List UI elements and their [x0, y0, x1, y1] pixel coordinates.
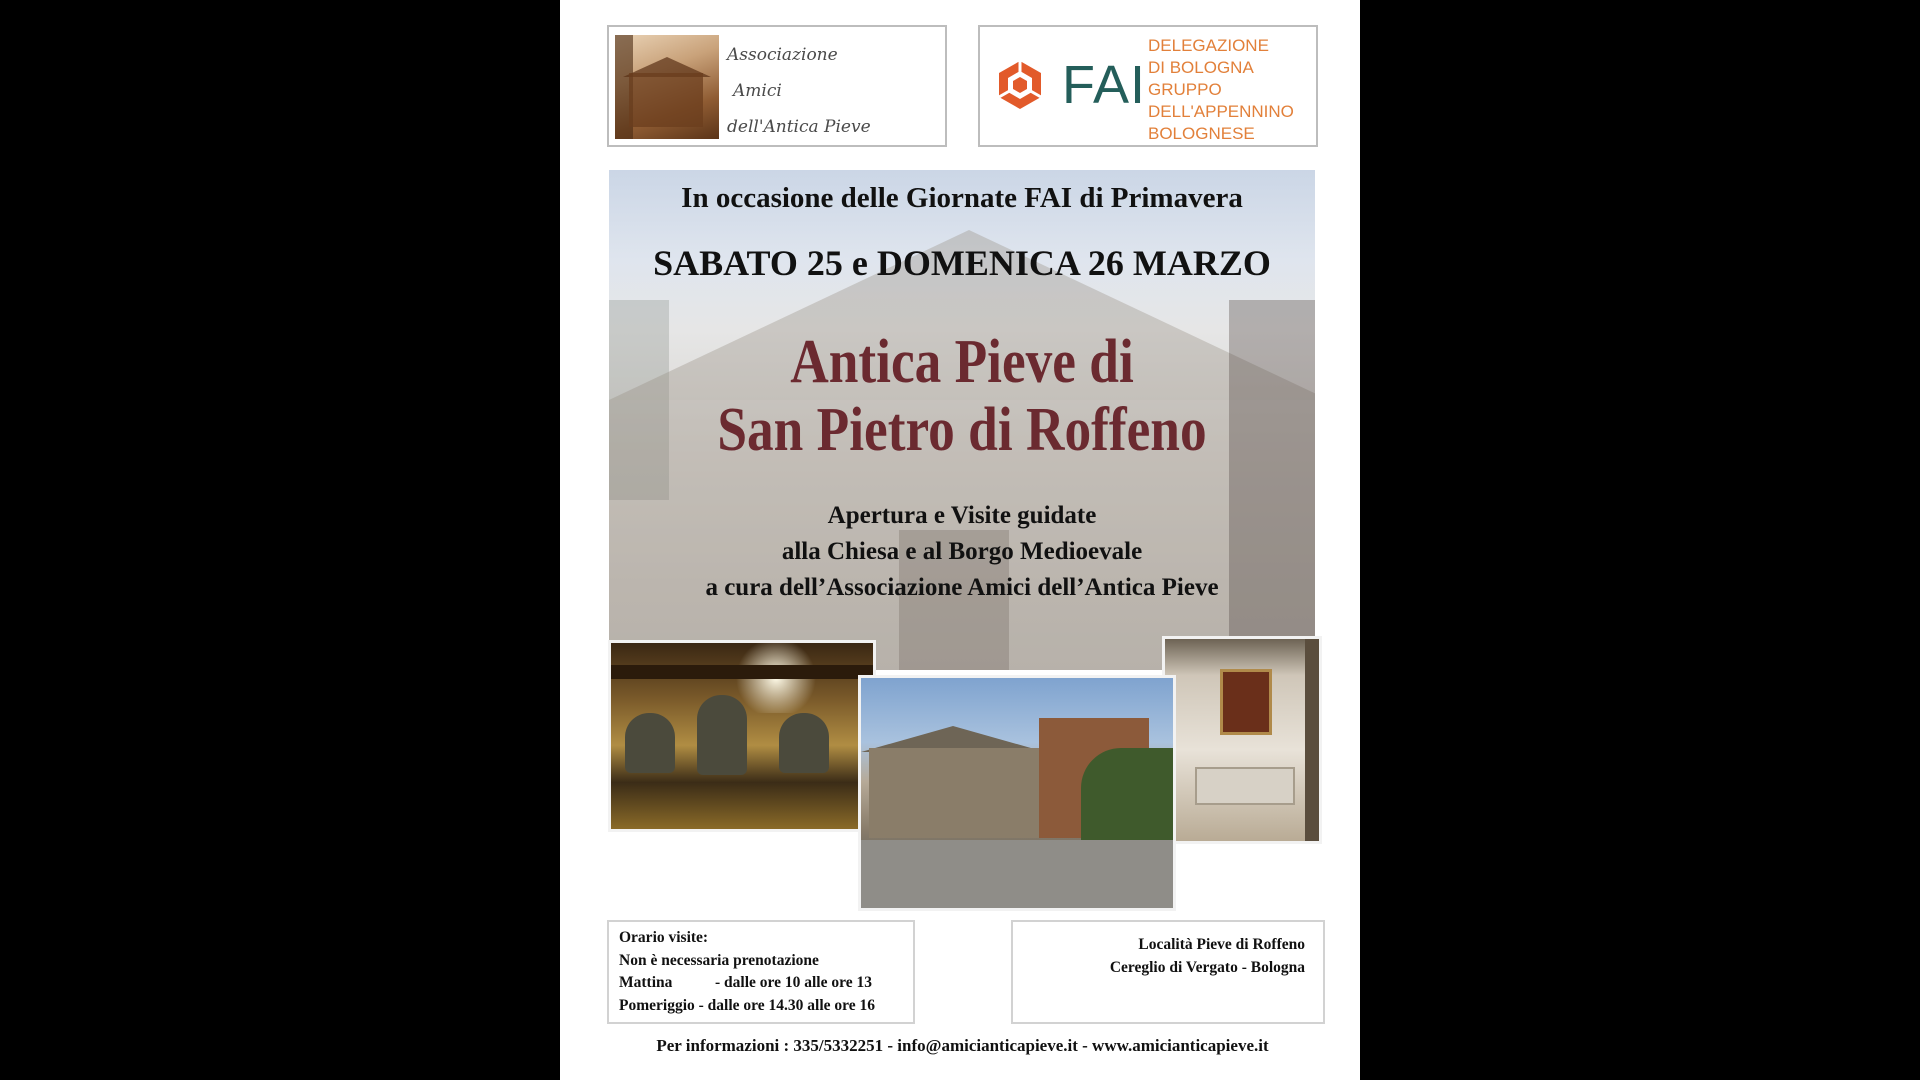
event-title: [658, 328, 1265, 464]
hours-afternoon-value: - dalle ore 14.30 alle ore 16: [698, 996, 875, 1014]
hours-heading: Orario visite:: [619, 929, 709, 946]
association-logo-line: dell'Antica Pieve: [727, 117, 871, 137]
fai-delegation-line: DELEGAZIONE: [1148, 36, 1269, 55]
event-description-line2: alla Chiesa e al Borgo Medioevale: [781, 538, 1143, 565]
location-line2: Cereglio di Vergato - Bologna: [1109, 958, 1305, 976]
interior-photo: [1162, 636, 1322, 844]
bells-photo: [608, 640, 876, 832]
event-description-line1: Apertura e Visite guidate: [827, 502, 1097, 529]
association-logo-line: Associazione: [727, 45, 838, 65]
event-title-line2: San Pietro di Roffeno: [717, 396, 1207, 464]
event-description: [609, 498, 1315, 606]
fai-delegation-line: DI BOLOGNA: [1148, 58, 1254, 77]
hours-morning: [619, 972, 903, 995]
occasion-text: In occasione delle Giornate FAI di Primavera: [681, 182, 1243, 214]
association-logo-line: Amici: [733, 81, 782, 101]
fai-logo: [978, 25, 1318, 147]
event-poster: [560, 0, 1360, 1080]
fai-hexagon-icon: [994, 59, 1046, 111]
fai-delegation-text: [1148, 35, 1318, 145]
hours-morning-label: Mattina: [619, 974, 673, 991]
event-dates: SABATO 25 e DOMENICA 26 MARZO: [653, 243, 1271, 283]
fai-delegation-line: BOLOGNESE: [1148, 124, 1255, 143]
fai-delegation-line: GRUPPO: [1148, 80, 1222, 99]
hours-afternoon-label: Pomeriggio: [619, 996, 695, 1014]
hero-section: [609, 170, 1315, 670]
hours-morning-value: - dalle ore 10 alle ore 13: [715, 974, 872, 991]
hours-afternoon: [619, 995, 903, 1018]
church-photo: [858, 675, 1176, 911]
event-description-line3: a cura dell’Associazione Amici dell’Antica Pieve: [705, 574, 1219, 601]
hours-note: Non è necessaria prenotazione: [619, 951, 819, 969]
association-logo-text: [727, 37, 937, 145]
visiting-hours-box: [607, 920, 915, 1024]
fai-delegation-line: DELL'APPENNINO: [1148, 102, 1294, 121]
association-logo-photo: [615, 35, 719, 139]
location-line1: Località Pieve di Roffeno: [1138, 936, 1305, 953]
association-logo: [607, 25, 947, 147]
location-box: [1011, 920, 1325, 1024]
fai-wordmark: FAI: [1062, 55, 1147, 115]
contact-info: Per informazioni : 335/5332251 - info@amicianticapieve.it - www.amicianticapieve.it: [656, 1036, 1269, 1055]
event-title-line1: Antica Pieve di: [790, 328, 1134, 396]
